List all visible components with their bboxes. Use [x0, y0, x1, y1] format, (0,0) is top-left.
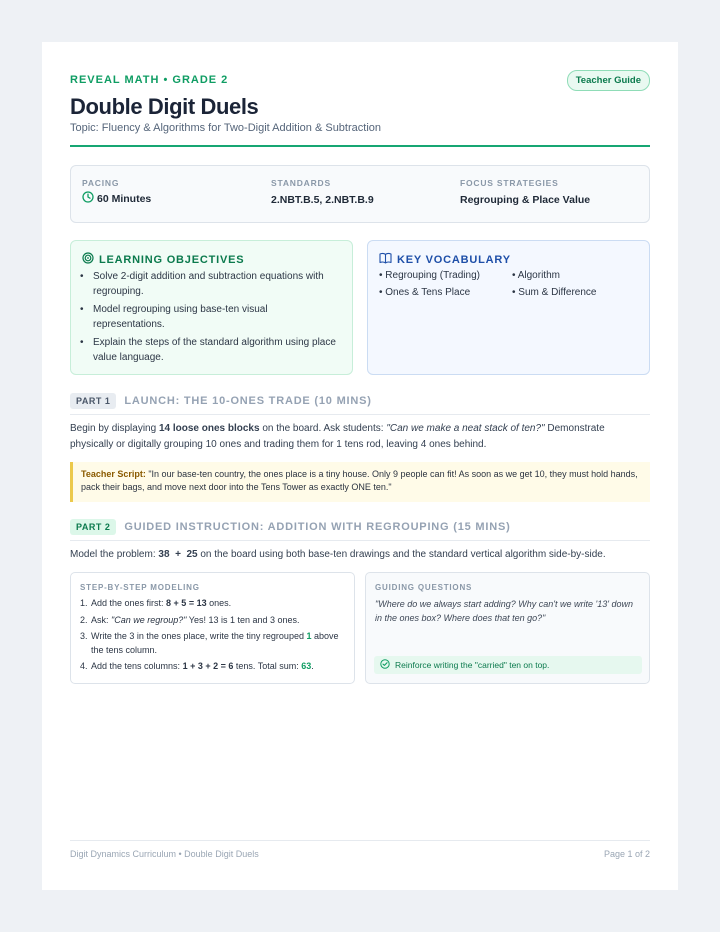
objectives-heading-row: [82, 252, 244, 267]
step-text: [91, 614, 300, 628]
step-number: 1.: [80, 598, 88, 608]
text-run: above the tens column.: [91, 631, 339, 655]
text-run-bold: 14 loose ones blocks: [158, 423, 260, 434]
text-run: Write the 3 in the ones place, write the tiny regrouped: [91, 631, 307, 641]
key-vocabulary-card: [367, 240, 650, 375]
step-number: 2.: [80, 614, 88, 625]
vocab-term: • Algorithm: [512, 270, 560, 281]
part1-divider: [70, 414, 650, 415]
script-text: "In our base-ten country, the ones place is a tiny house. Only 9 people can fit! As soon as we get 10, they must hold hands, pack their bags, and move next door into the Tens Tower as exactly ONE ten.": [81, 469, 638, 492]
focus-label: FOCUS STRATEGIES: [460, 178, 559, 188]
text-run: tens. Total sum:: [233, 661, 302, 671]
list-item: [80, 630, 348, 657]
page-number: Page 1 of 2: [603, 849, 650, 859]
text-run: Ask:: [91, 614, 112, 625]
book-icon: [379, 252, 392, 267]
pacing-value: 60 Minutes: [97, 192, 152, 205]
footer-curriculum: Digit Dynamics Curriculum • Double Digit Duels: [70, 849, 259, 859]
focus-block: [460, 178, 590, 206]
vocab-term: • Ones & Tens Place: [379, 287, 471, 298]
text-run: on the board using both base-ten drawings and the standard vertical algorithm side-by-side.: [197, 549, 606, 560]
pacing-block: [82, 178, 151, 206]
footer-divider: [70, 840, 650, 841]
page-title: Double Digit Duels: [70, 94, 259, 119]
text-run: Begin by displaying: [70, 423, 159, 434]
focus-value: Regrouping & Place Value: [460, 194, 591, 206]
list-item: [80, 660, 348, 674]
part2-title: GUIDED INSTRUCTION: ADDITION WITH REGROUPING (15 MINS): [124, 521, 511, 533]
step-number: 3.: [80, 631, 88, 641]
learning-objectives-card: [70, 240, 353, 375]
text-run: Yes! 13 is 1 ten and 3 ones.: [186, 614, 300, 625]
vocab-heading: KEY VOCABULARY: [397, 253, 511, 266]
text-run-bold: 1: [306, 631, 312, 641]
header-divider: [70, 145, 650, 147]
list-item: • Solve 2-digit addition and subtraction equations with regrouping.: [93, 269, 341, 299]
text-run: ones.: [206, 598, 232, 608]
problem-expression: 38 + 25: [158, 549, 198, 560]
step-text: [91, 597, 231, 611]
text-run: Demonstrate physically or digitally grouping 10 ones and trading them for 1 tens rod, leaving 4 ones behind.: [70, 423, 605, 450]
standards-label: STANDARDS: [271, 178, 331, 188]
vocab-term: • Sum & Difference: [512, 287, 597, 298]
part1-title: LAUNCH: THE 10-ONES TRADE (10 MINS): [124, 395, 372, 407]
steps-list: [80, 597, 348, 677]
standards-block: [271, 178, 374, 206]
check-circle-icon: [380, 659, 390, 671]
clock-icon: [82, 191, 94, 206]
part1-header: [70, 393, 650, 409]
part1-tag: PART 1: [70, 393, 116, 409]
reinforce-note: [374, 656, 642, 674]
teacher-script-callout: [70, 462, 650, 502]
teacher-guide-badge: Teacher Guide: [567, 70, 650, 91]
part2-tag: PART 2: [70, 519, 116, 535]
text-run: .: [311, 661, 314, 671]
text-run: Add the ones first:: [91, 598, 167, 608]
lesson-meta-strip: [70, 165, 650, 223]
text-run-bold: 8 + 5 = 13: [166, 598, 207, 608]
text-run-bold: 1 + 3 + 2 = 6: [182, 661, 234, 671]
total-sum: 63: [301, 661, 312, 671]
topic-subtitle: Topic: Fluency & Algorithms for Two-Digit Addition & Subtraction: [70, 122, 381, 134]
text-run: on the board. Ask students:: [259, 423, 387, 434]
text-run: Add the tens columns:: [91, 661, 183, 671]
pacing-value-row: [82, 191, 151, 206]
part2-paragraph: [70, 547, 650, 563]
script-label: Teacher Script:: [81, 469, 146, 479]
part2-header: [70, 519, 650, 535]
reinforce-text: Reinforce writing the "carried" ten on top.: [395, 660, 550, 670]
steps-heading: STEP-BY-STEP MODELING: [80, 583, 200, 592]
guiding-question: "Where do we always start adding? Why can't we write '13' down in the ones box? Where does that ten go?": [375, 599, 633, 623]
list-item: [80, 614, 348, 628]
pacing-label: PACING: [82, 178, 120, 188]
list-item: • Explain the steps of the standard algorithm using place value language.: [93, 335, 341, 365]
vocab-heading-row: [379, 252, 511, 267]
objectives-heading: LEARNING OBJECTIVES: [99, 253, 245, 266]
series-eyebrow: REVEAL MATH • GRADE 2: [70, 74, 229, 86]
text-run: Model the problem:: [70, 549, 159, 560]
list-item: • Model regrouping using base-ten visual representations.: [93, 302, 341, 332]
step-text: [91, 660, 314, 674]
text-run-italic: "Can we make a neat stack of ten?": [386, 423, 545, 434]
vocab-grid: [379, 270, 641, 298]
guide-heading: GUIDING QUESTIONS: [375, 583, 473, 592]
text-run-italic: "Can we regroup?": [111, 614, 187, 625]
document-page: [42, 42, 678, 890]
part2-divider: [70, 540, 650, 541]
step-text: [91, 630, 348, 657]
objectives-list: [93, 269, 341, 368]
list-item: [80, 597, 348, 611]
vocab-term: • Regrouping (Trading): [379, 270, 480, 281]
step-by-step-card: [70, 572, 355, 684]
step-number: 4.: [80, 661, 88, 671]
standards-value: 2.NBT.B.5, 2.NBT.B.9: [271, 194, 374, 206]
part1-paragraph: [70, 421, 650, 453]
guiding-questions-card: [365, 572, 650, 684]
target-icon: [82, 252, 94, 267]
